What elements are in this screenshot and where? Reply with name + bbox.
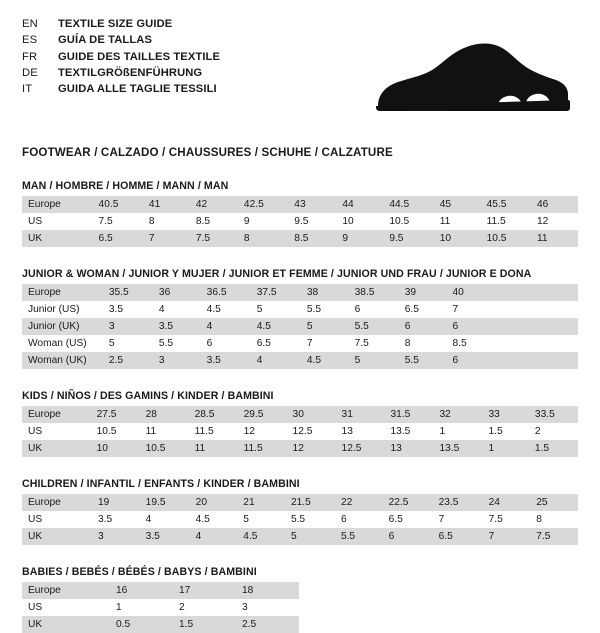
size-cell: 43: [288, 196, 336, 213]
size-cell: 5: [301, 318, 349, 335]
language-row: [22, 49, 220, 65]
size-cell: 11: [434, 213, 481, 230]
language-code: IT: [22, 83, 33, 96]
size-cell: 9.5: [288, 213, 336, 230]
table-row: [22, 406, 578, 423]
size-cell: 8: [399, 335, 447, 352]
size-cell: 11: [189, 440, 238, 457]
size-cell: 8: [238, 230, 288, 247]
size-cell: 4.5: [190, 511, 238, 528]
size-cell: 27.5: [91, 406, 140, 423]
size-cell: 45: [434, 196, 481, 213]
size-cell: 7: [433, 511, 483, 528]
language-list-body: [22, 16, 220, 98]
size-cell: 6: [383, 528, 433, 545]
size-table-babies: [22, 582, 299, 633]
size-cell: 18: [236, 582, 299, 599]
size-cell: 5.5: [285, 511, 335, 528]
table-row: [22, 582, 299, 599]
row-label: Europe: [22, 582, 110, 599]
size-cell: 6: [349, 301, 399, 318]
size-cell: 6.5: [399, 301, 447, 318]
size-cell: 21: [237, 494, 285, 511]
size-cell: 24: [483, 494, 531, 511]
size-cell: 2: [529, 423, 578, 440]
size-cell: 20: [190, 494, 238, 511]
row-label: Junior (UK): [22, 318, 103, 335]
size-cell: 2.5: [103, 352, 153, 369]
size-cell: 42: [190, 196, 238, 213]
size-cell: 33.5: [529, 406, 578, 423]
size-cell: 13: [336, 423, 385, 440]
size-group-kids: [22, 390, 578, 457]
language-row: [22, 32, 220, 48]
size-cell: 5.5: [153, 335, 201, 352]
size-cell: 19: [92, 494, 140, 511]
size-cell-empty: [536, 352, 578, 369]
size-cell: 32: [434, 406, 483, 423]
size-cell: 6: [201, 335, 251, 352]
size-cell: 42.5: [238, 196, 288, 213]
size-cell: 3: [236, 599, 299, 616]
size-cell: 28: [140, 406, 189, 423]
table-row: [22, 440, 578, 457]
size-cell: 1: [482, 440, 528, 457]
size-cell: 4.5: [237, 528, 285, 545]
size-cell: 10.5: [140, 440, 189, 457]
row-label: UK: [22, 230, 93, 247]
size-cell: 40.5: [93, 196, 143, 213]
size-cell: 11.5: [189, 423, 238, 440]
size-cell: 17: [173, 582, 236, 599]
size-cell: 11: [531, 230, 578, 247]
size-group-children: [22, 478, 578, 545]
table-row: [22, 423, 578, 440]
size-cell: 9: [238, 213, 288, 230]
size-cell: 5: [103, 335, 153, 352]
size-cell: 8: [143, 213, 190, 230]
size-cell: 6: [335, 511, 383, 528]
size-cell: 3.5: [140, 528, 190, 545]
language-row: [22, 81, 220, 97]
size-cell: 2.5: [236, 616, 299, 633]
table-row: [22, 494, 578, 511]
table-row: [22, 284, 578, 301]
size-cell: 12: [531, 213, 578, 230]
size-cell: 4.5: [251, 318, 301, 335]
size-cell: 3.5: [92, 511, 140, 528]
language-code: FR: [22, 50, 38, 63]
size-cell-empty: [536, 318, 578, 335]
size-cell: 5: [237, 511, 285, 528]
size-table-kids: [22, 406, 578, 457]
size-cell: 12.5: [287, 423, 336, 440]
language-title: GUÍA DE TALLAS: [58, 34, 153, 47]
size-cell-empty: [494, 318, 536, 335]
language-title: TEXTILE SIZE GUIDE: [58, 18, 173, 30]
row-label: UK: [22, 440, 91, 457]
size-cell: 11.5: [481, 213, 531, 230]
language-code: ES: [22, 34, 38, 47]
size-cell: 1.5: [482, 423, 528, 440]
size-cell: 5.5: [335, 528, 383, 545]
size-cell: 13: [385, 440, 434, 457]
table-row: [22, 335, 578, 352]
size-cell: 8.5: [446, 335, 494, 352]
size-cell: 35.5: [103, 284, 153, 301]
size-cell: 1.5: [173, 616, 236, 633]
table-row: [22, 213, 578, 230]
size-cell: 2: [173, 599, 236, 616]
size-cell: 10: [336, 213, 383, 230]
size-cell-empty: [494, 352, 536, 369]
size-cell: 21.5: [285, 494, 335, 511]
size-cell-empty: [536, 301, 578, 318]
size-cell: 10.5: [383, 213, 433, 230]
size-cell: 39: [399, 284, 447, 301]
size-cell: 10: [434, 230, 481, 247]
language-list: [22, 16, 220, 98]
size-table-children: [22, 494, 578, 545]
size-cell: 37.5: [251, 284, 301, 301]
row-label: UK: [22, 528, 92, 545]
size-cell: 28.5: [189, 406, 238, 423]
size-cell: 0.5: [110, 616, 173, 633]
size-cell: 3.5: [201, 352, 251, 369]
group-title: CHILDREN / INFANTIL / ENFANTS / KINDER / BAMBINI: [22, 478, 300, 490]
size-cell: 4: [251, 352, 301, 369]
size-cell: 6.5: [383, 511, 433, 528]
size-cell: 22.5: [383, 494, 433, 511]
group-title: BABIES / BEBÉS / BÉBÉS / BABYS / BAMBINI: [22, 566, 257, 578]
size-cell: 7: [301, 335, 349, 352]
size-cell: 13.5: [434, 440, 483, 457]
group-title: MAN / HOMBRE / HOMME / MANN / MAN: [22, 180, 229, 192]
row-label: Europe: [22, 406, 91, 423]
size-cell: 8: [530, 511, 578, 528]
size-cell: 6.5: [251, 335, 301, 352]
size-cell: 6.5: [433, 528, 483, 545]
language-title: TEXTILGRÖßENFÜHRUNG: [58, 67, 203, 80]
row-label: Europe: [22, 284, 103, 301]
table-row: [22, 301, 578, 318]
table-row: [22, 196, 578, 213]
size-cell-empty: [536, 335, 578, 352]
row-label: US: [22, 599, 110, 616]
size-cell: 7.5: [349, 335, 399, 352]
size-group-man: [22, 180, 578, 247]
size-cell-empty: [494, 301, 536, 318]
row-label: Junior (US): [22, 301, 103, 318]
size-cell: 31.5: [385, 406, 434, 423]
size-cell: 46: [531, 196, 578, 213]
size-cell: 36.5: [201, 284, 251, 301]
size-cell-empty: [494, 335, 536, 352]
size-cell: 9: [336, 230, 383, 247]
size-cell: 33: [482, 406, 528, 423]
size-cell: 36: [153, 284, 201, 301]
document-header: [22, 16, 578, 128]
row-label: Woman (US): [22, 335, 103, 352]
size-cell: 29.5: [238, 406, 287, 423]
size-cell: 22: [335, 494, 383, 511]
size-cell: 5.5: [349, 318, 399, 335]
table-row: [22, 528, 578, 545]
table-row: [22, 599, 299, 616]
size-cell: 6: [399, 318, 447, 335]
size-cell: 7.5: [530, 528, 578, 545]
size-cell: 44: [336, 196, 383, 213]
shoe-icon: [372, 36, 572, 128]
size-group-junior-woman: [22, 268, 578, 369]
size-cell: 23.5: [433, 494, 483, 511]
size-cell: 10.5: [91, 423, 140, 440]
size-cell-empty: [536, 284, 578, 301]
size-cell: 11.5: [238, 440, 287, 457]
language-title: GUIDE DES TAILLES TEXTILE: [58, 50, 221, 63]
size-cell: 45.5: [481, 196, 531, 213]
size-cell: 8.5: [190, 213, 238, 230]
group-title: KIDS / NIÑOS / DES GAMINS / KINDER / BAMBINI: [22, 390, 274, 402]
size-cell: 30: [287, 406, 336, 423]
size-cell: 44.5: [383, 196, 433, 213]
size-cell: 4: [153, 301, 201, 318]
size-cell: 3: [153, 352, 201, 369]
table-row: [22, 616, 299, 633]
language-code: EN: [22, 18, 38, 30]
language-title: GUIDA ALLE TAGLIE TESSILI: [58, 83, 217, 96]
row-label: US: [22, 213, 93, 230]
size-cell: 3.5: [153, 318, 201, 335]
table-row: [22, 511, 578, 528]
size-cell: 12: [287, 440, 336, 457]
size-cell: 7: [483, 528, 531, 545]
size-cell: 11: [140, 423, 189, 440]
size-cell: 3: [92, 528, 140, 545]
language-row: [22, 16, 220, 32]
table-row: [22, 352, 578, 369]
size-cell: 25: [530, 494, 578, 511]
size-cell: 1: [110, 599, 173, 616]
size-cell: 6: [446, 352, 494, 369]
size-cell: 4.5: [201, 301, 251, 318]
page-title: FOOTWEAR / CALZADO / CHAUSSURES / SCHUHE / CALZATURE: [22, 146, 393, 159]
size-cell: 8.5: [288, 230, 336, 247]
table-row: [22, 318, 578, 335]
row-label: US: [22, 423, 91, 440]
row-label: UK: [22, 616, 110, 633]
size-cell: 12: [238, 423, 287, 440]
size-cell: 5: [251, 301, 301, 318]
row-label: Woman (UK): [22, 352, 103, 369]
row-label: Europe: [22, 196, 93, 213]
size-cell: 6.5: [93, 230, 143, 247]
size-cell: 9.5: [383, 230, 433, 247]
size-cell: 31: [336, 406, 385, 423]
size-cell: 38: [301, 284, 349, 301]
size-cell: 1: [434, 423, 483, 440]
size-cell: 7: [143, 230, 190, 247]
size-cell: 10: [91, 440, 140, 457]
size-cell: 3: [103, 318, 153, 335]
size-cell: 6: [446, 318, 494, 335]
size-cell-empty: [494, 284, 536, 301]
size-cell: 5.5: [399, 352, 447, 369]
size-cell: 40: [446, 284, 494, 301]
size-cell: 7.5: [93, 213, 143, 230]
size-cell: 12.5: [336, 440, 385, 457]
size-table-junior-woman: [22, 284, 578, 369]
size-cell: 7: [446, 301, 494, 318]
table-row: [22, 230, 578, 247]
size-cell: 1.5: [529, 440, 578, 457]
size-cell: 4: [190, 528, 238, 545]
size-cell: 10.5: [481, 230, 531, 247]
size-cell: 7.5: [483, 511, 531, 528]
size-cell: 16: [110, 582, 173, 599]
group-title: JUNIOR & WOMAN / JUNIOR Y MUJER / JUNIOR ET FEMME / JUNIOR UND FRAU / JUNIOR E DONA: [22, 268, 532, 280]
size-cell: 41: [143, 196, 190, 213]
size-cell: 5.5: [301, 301, 349, 318]
size-cell: 4.5: [301, 352, 349, 369]
size-cell: 4: [140, 511, 190, 528]
size-cell: 3.5: [103, 301, 153, 318]
size-cell: 13.5: [385, 423, 434, 440]
size-cell: 5: [285, 528, 335, 545]
row-label: US: [22, 511, 92, 528]
size-cell: 4: [201, 318, 251, 335]
size-cell: 7.5: [190, 230, 238, 247]
size-table-man: [22, 196, 578, 247]
size-cell: 19.5: [140, 494, 190, 511]
language-row: [22, 65, 220, 81]
size-cell: 38.5: [349, 284, 399, 301]
language-code: DE: [22, 67, 38, 80]
row-label: Europe: [22, 494, 92, 511]
size-cell: 5: [349, 352, 399, 369]
